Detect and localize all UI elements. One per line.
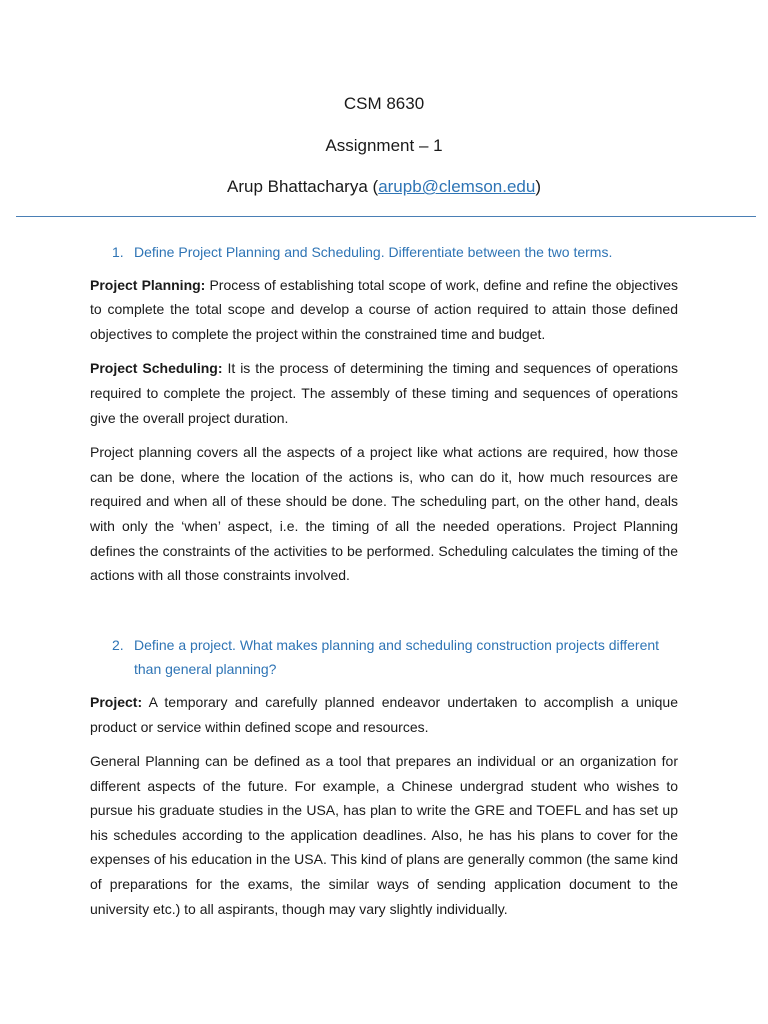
open-paren: ( bbox=[367, 177, 379, 196]
answer-planning-vs-scheduling bbox=[90, 440, 678, 588]
course-code: CSM 8630 bbox=[343, 94, 425, 113]
question-text: Define a project. What makes planning and scheduling construction projects different than general planning? bbox=[134, 636, 660, 678]
answer-project-planning bbox=[90, 273, 678, 347]
answer-text: General Planning can be defined as a tool that prepares an individual or an organization for different aspects of the future. For example, a Chinese undergrad student who wishes to pursue his graduate studies in the USA, has plan to write the GRE and TOEFL and has set up his schedules according to the application deadlines. Also, he has his plans to cover for the expenses of his education in the USA. This kind of plans are generally common (the same kind of preparations for the exams, the similar ways of sending application document to the university etc.) to all aspirants, though may vary slightly individually. bbox=[90, 753, 678, 917]
question-number: 2. bbox=[112, 636, 124, 653]
answer-project-definition bbox=[90, 690, 678, 739]
answer-text: It is the process of determining the timing and sequences of operations required to complete the project. The assembly of these timing and sequences of operations give the overall project duration. bbox=[90, 360, 679, 426]
term-label: Project: bbox=[90, 693, 143, 710]
close-paren: ) bbox=[535, 177, 541, 196]
answer-text: Process of establishing total scope of work, define and refine the objectives to complete the total scope and develop a course of action required to attain those defined objectives to complete the project within the constrained time and budget. bbox=[90, 276, 679, 342]
term-label: Project Planning: bbox=[90, 276, 206, 293]
question-number: 1. bbox=[112, 244, 124, 260]
header-divider bbox=[16, 216, 756, 217]
answer-general-planning bbox=[90, 749, 678, 921]
question-2 bbox=[90, 633, 678, 682]
author-name: Arup Bhattacharya bbox=[226, 177, 368, 196]
answer-project-scheduling bbox=[90, 356, 678, 430]
answer-text: A temporary and carefully planned endeavor undertaken to accomplish a unique product or service within defined scope and resources. bbox=[90, 693, 678, 735]
term-label: Project Scheduling: bbox=[90, 360, 223, 377]
email-link[interactable]: arupb@clemson.edu bbox=[378, 177, 536, 196]
answer-text: Project planning covers all the aspects of a project like what actions are required, how those can be done, where the location of the actions is, who can do it, how much resources are required and when all of these should be done. The scheduling part, on the other hand, deals with only the ‘when’ aspect, i.e. the timing of all the needed operations. Project Planning defines the constraints of the activities to be performed. Scheduling calculates the timing of the actions with all those constraints involved. bbox=[90, 444, 678, 584]
assignment-title: Assignment – 1 bbox=[325, 136, 443, 155]
document-body bbox=[90, 240, 678, 931]
author-line bbox=[0, 177, 768, 197]
question-text: Define Project Planning and Scheduling. Differentiate between the two terms. bbox=[134, 244, 613, 260]
question-1 bbox=[90, 240, 678, 265]
